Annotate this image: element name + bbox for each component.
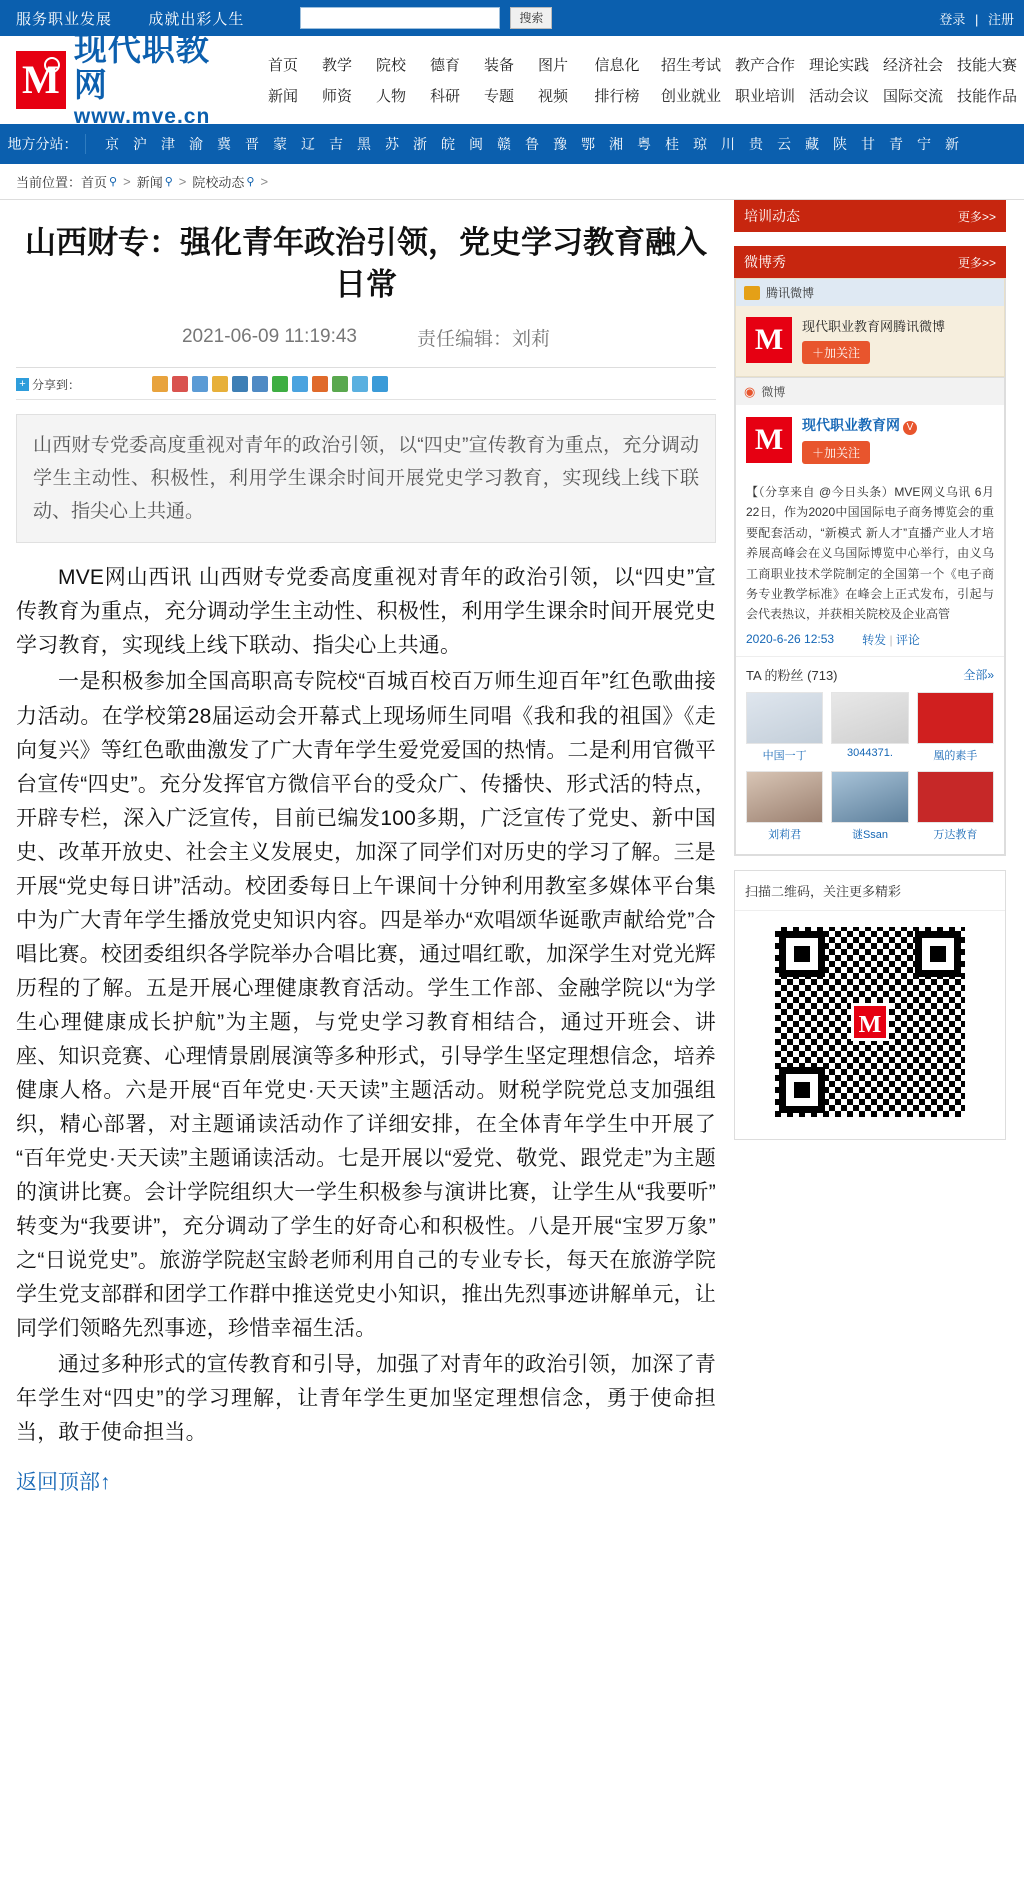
province-link-30[interactable]: 新 xyxy=(945,136,959,152)
nav-item-informatization[interactable]: 信息化 xyxy=(594,57,640,74)
nav-item-video[interactable]: 视频 xyxy=(537,88,568,105)
province-link-17[interactable]: 鄂 xyxy=(581,136,595,152)
tencent-weibo-icon xyxy=(744,286,760,300)
province-link-5[interactable]: 晋 xyxy=(245,136,259,152)
account-divider: | xyxy=(974,11,979,27)
article-summary: 山西财专党委高度重视对青年的政治引领，以“四史”宣传教育为重点，充分调动学生主动性、积极性，利用学生课余时间开展党史学习教育，实现线上线下联动、指尖心上共通。 xyxy=(16,414,716,544)
breadcrumb-item-news[interactable]: 新闻 xyxy=(136,175,163,190)
panel-training-title: 培训动态 xyxy=(744,208,800,224)
nav-item-equipment[interactable]: 装备 xyxy=(483,57,514,74)
top-bar xyxy=(0,0,1024,36)
nav-item-people[interactable]: 人物 xyxy=(375,88,406,105)
editor-label: 责任编辑： xyxy=(417,328,513,350)
share-icon-renren[interactable] xyxy=(152,376,168,392)
fan-name: 万达教育 xyxy=(933,828,978,841)
search-button[interactable]: 搜索 xyxy=(510,7,552,29)
sina-weibo-post-text: 【（分享来自 @今日头条）MVE网义乌讯 6月22日，作为2020中国国际电子商务博览会的重要配套活动，“新模式 新人才”直播产业人才培养展高峰会在义乌国际博览中心举行，由义乌工商职业技术学院制定的全国第一个《电子商务专业教学标准》在峰会上正式发布，引起与会代表热议，并获相关院校及企业高管 xyxy=(746,485,994,622)
nav-item-research[interactable]: 科研 xyxy=(429,88,460,105)
breadcrumb-sep-2: > xyxy=(178,174,187,189)
province-link-13[interactable]: 闽 xyxy=(469,136,483,152)
nav-item-faculty[interactable]: 师资 xyxy=(321,88,352,105)
breadcrumb-prefix: 当前位置： xyxy=(16,175,82,190)
site-slogan xyxy=(16,8,244,29)
breadcrumb-sep-3: > xyxy=(260,174,269,189)
comment-link[interactable]: 评论 xyxy=(895,632,920,647)
fan-name: 凰的素手 xyxy=(933,749,978,762)
nav-item-entrepreneurship[interactable]: 创业就业 xyxy=(660,88,721,105)
qr-center-logo: M xyxy=(851,1003,889,1041)
article-column xyxy=(16,200,716,1496)
fans-header xyxy=(736,656,1004,688)
share-icons xyxy=(152,376,388,392)
sina-weibo-source-row xyxy=(736,378,1004,405)
nav-item-economy-society[interactable]: 经济社会 xyxy=(882,57,943,74)
province-link-22[interactable]: 川 xyxy=(721,136,735,152)
province-link-0[interactable]: 京 xyxy=(105,136,119,152)
province-link-29[interactable]: 宁 xyxy=(917,136,931,152)
tencent-weibo-main xyxy=(736,306,1004,376)
share-icon-tieba[interactable] xyxy=(252,376,268,392)
share-icon-qzone[interactable] xyxy=(212,376,228,392)
province-link-24[interactable]: 云 xyxy=(777,136,791,152)
verified-badge-icon: V xyxy=(903,421,917,435)
panel-weibo-more-link[interactable]: 更多>> xyxy=(957,255,996,270)
qr-finder-top-right xyxy=(915,931,961,977)
panel-weibo-title: 微博秀 xyxy=(744,254,786,270)
nav-item-skills-contest[interactable]: 技能大赛 xyxy=(956,57,1017,74)
sina-weibo-post-footer xyxy=(736,629,1004,656)
nav-item-special[interactable]: 专题 xyxy=(483,88,514,105)
breadcrumb xyxy=(0,164,1024,200)
back-to-top-link[interactable]: 返回顶部↑ xyxy=(16,1470,111,1494)
nav-row-1 xyxy=(256,54,1024,75)
tencent-weibo-name[interactable]: 现代职业教育网腾讯微博 xyxy=(802,319,946,334)
list-item[interactable] xyxy=(917,692,994,763)
nav-item-edu-industry[interactable]: 教产合作 xyxy=(734,57,795,74)
province-link-10[interactable]: 苏 xyxy=(385,136,399,152)
panel-weibo-header xyxy=(734,246,1006,278)
province-link-11[interactable]: 浙 xyxy=(413,136,427,152)
province-link-18[interactable]: 湘 xyxy=(609,136,623,152)
share-icon-qq[interactable] xyxy=(352,376,368,392)
sina-weibo-name[interactable]: 现代职业教育网 xyxy=(802,417,900,433)
list-item[interactable] xyxy=(831,771,908,842)
page-title: 山西财专：强化青年政治引领，党史学习教育融入日常 xyxy=(25,225,707,302)
nav-item-ranking[interactable]: 排行榜 xyxy=(594,88,640,105)
province-link-16[interactable]: 豫 xyxy=(553,136,567,152)
province-link-28[interactable]: 青 xyxy=(889,136,903,152)
nav-item-home[interactable]: 首页 xyxy=(267,57,298,74)
nav-item-skill-works[interactable]: 技能作品 xyxy=(956,88,1017,105)
article-paragraph-3: 通过多种形式的宣传教育和引导，加强了对青年的政治引领，加深了青年学生对“四史”的学习理解，让青年学生更加坚定理想信念，勇于使命担当，敢于使命担当。 xyxy=(16,1352,716,1444)
province-link-19[interactable]: 粤 xyxy=(637,136,651,152)
breadcrumb-marker-icon-2: ⚲ xyxy=(164,176,173,188)
article-paragraph-2: 一是积极参加全国高职高专院校“百城百校百万师生迎百年”红色歌曲接力活动。在学校第28届运动会开幕式上现场师生同唱《我和我的祖国》《走向复兴》等红色歌曲激发了广大青年学生爱党爱国的热情。二是利用官微平台宣传“四史”。充分发挥官方微信平台的受众广、传播快、形式活的特点，开辟专栏，深入广泛宣传，目前已编发100多期，广泛宣传了党史、新中国史、改革开放史、社会主义发展史，加深了同学们对历史的学习了解。三是开展“党史每日讲”活动。校团委每日上午课间十分钟利用教室多媒体平台集中为广大青年学生播放党史知识内容。四是举办“欢唱颂华诞歌声献给党”合唱比赛。校团委组织各学院举办合唱比赛，通过唱红歌，加深学生对党光辉历程的了解。五是开展心理健康教育活动。学生工作部、金融学院以“为学生心理健康成长护航”为主题，与党史学习教育相结合，通过开班会、讲座、知识竞赛、心理情景剧展演等多种形式，引导学生坚定理想信念，培养健康人格。六是开展“百年党史·天天读”主题活动。财税学院党总支加强组织，精心部署，对主题诵读活动作了详细安排，在全体青年学生中开展了“百年党史·天天读”主题诵读活动。七是开展以“爱党、敬党、跟党走”为主题的演讲比赛。会计学院组织大一学生积极参与演讲比赛，让学生从“我要听”转变为“我要讲”，充分调动了学生的好奇心和积极性。八是开展“宝罗万象”之“日说党史”。旅游学院赵宝龄老师利用自己的专业专长，每天在旅游学院学生党支部群和团学工作群中推送党史小知识，推出先烈事迹讲解单元，让同学们领略先烈事迹，珍惜幸福生活。 xyxy=(16,670,716,1340)
breadcrumb-marker-icon-3: ⚲ xyxy=(246,176,255,188)
nav-item-theory-practice[interactable]: 理论实践 xyxy=(808,57,869,74)
panel-training-news xyxy=(734,200,1006,232)
fan-avatar xyxy=(746,692,823,744)
fans-grid xyxy=(736,688,1004,854)
tencent-follow-button[interactable]: ＋加关注 xyxy=(802,341,870,364)
main-nav xyxy=(256,54,1024,106)
province-link-26[interactable]: 陕 xyxy=(833,136,847,152)
province-link-20[interactable]: 桂 xyxy=(665,136,679,152)
fan-name: 中国一丁 xyxy=(762,749,807,762)
sidebar xyxy=(734,200,1006,1496)
site-logo[interactable] xyxy=(16,32,220,128)
logo-mark-icon: M xyxy=(16,51,66,109)
breadcrumb-item-school-news[interactable]: 院校动态 xyxy=(192,175,245,190)
avatar: M xyxy=(746,317,792,363)
logo-url: www.mve.cn xyxy=(73,104,211,128)
province-links xyxy=(98,134,966,154)
qr-title: 扫描二维码，关注更多精彩 xyxy=(735,871,1005,911)
nav-item-teaching[interactable]: 教学 xyxy=(321,57,352,74)
breadcrumb-marker-icon: ⚲ xyxy=(109,176,118,188)
province-link-7[interactable]: 辽 xyxy=(301,136,315,152)
nav-item-vocational-training[interactable]: 职业培训 xyxy=(734,88,795,105)
register-link[interactable]: 注册 xyxy=(987,11,1014,27)
list-item[interactable] xyxy=(831,692,908,763)
nav-item-international[interactable]: 国际交流 xyxy=(882,88,943,105)
fan-name: 3044371. xyxy=(847,746,893,759)
sina-weibo-main xyxy=(736,405,1004,474)
share-icon-more[interactable] xyxy=(372,376,388,392)
fan-avatar xyxy=(831,692,908,744)
share-icon-douban[interactable] xyxy=(192,376,208,392)
sina-weibo-card xyxy=(735,377,1005,855)
panel-training-more-link[interactable]: 更多>> xyxy=(957,209,996,224)
province-link-6[interactable]: 蒙 xyxy=(273,136,287,152)
fan-avatar xyxy=(917,692,994,744)
header-wrapper xyxy=(0,32,1024,164)
logo-chinese-name: 现代职教网 xyxy=(73,32,210,105)
breadcrumb-item-home[interactable]: 首页 xyxy=(81,175,108,190)
province-link-8[interactable]: 吉 xyxy=(329,136,343,152)
sina-weibo-source: 微博 xyxy=(761,385,786,399)
province-bar xyxy=(0,124,1024,164)
nav-item-moral[interactable]: 德育 xyxy=(429,57,460,74)
site-header xyxy=(0,32,1024,128)
list-item[interactable] xyxy=(917,771,994,842)
login-link[interactable]: 登录 xyxy=(939,11,966,27)
fan-name: 刘莉君 xyxy=(768,828,802,841)
share-icon-kaixin[interactable] xyxy=(232,376,248,392)
province-link-25[interactable]: 藏 xyxy=(805,136,819,152)
eye-icon: ◉ xyxy=(744,383,756,399)
article-body xyxy=(16,561,716,1449)
slogan-left: 服务职业发展 xyxy=(16,10,113,28)
tencent-weibo-source: 腾讯微博 xyxy=(766,286,815,300)
nav-item-schools[interactable]: 院校 xyxy=(375,57,406,74)
article-date: 2021-06-09 11:19:43 xyxy=(181,326,357,348)
editor-name: 刘莉 xyxy=(512,328,551,350)
province-link-4[interactable]: 冀 xyxy=(217,136,231,152)
province-link-15[interactable]: 鲁 xyxy=(525,136,539,152)
qr-finder-bottom-left xyxy=(779,1067,825,1113)
province-link-1[interactable]: 沪 xyxy=(133,136,147,152)
fans-title: TA 的粉丝 (713) xyxy=(746,667,838,683)
fan-name: 谜Ssan xyxy=(851,828,889,841)
qr-panel xyxy=(734,870,1006,1140)
action-sep: | xyxy=(889,632,893,647)
share-icon-weibo[interactable] xyxy=(172,376,188,392)
fan-avatar xyxy=(746,771,823,823)
panel-weibo-show xyxy=(734,246,1006,856)
account-links xyxy=(939,9,1014,28)
sina-follow-button[interactable]: ＋加关注 xyxy=(802,441,870,464)
fan-avatar xyxy=(917,771,994,823)
panel-training-header xyxy=(734,200,1006,232)
search-input[interactable] xyxy=(300,7,500,29)
province-link-3[interactable]: 渝 xyxy=(189,136,203,152)
article-editor xyxy=(417,324,550,351)
sina-weibo-info xyxy=(802,415,917,464)
share-icon-tencent-weibo[interactable] xyxy=(292,376,308,392)
avatar: M xyxy=(746,417,792,463)
list-item[interactable] xyxy=(746,692,823,763)
province-link-2[interactable]: 津 xyxy=(161,136,175,152)
nav-item-events[interactable]: 活动会议 xyxy=(808,88,869,105)
article-paragraph-1: MVE网山西讯 山西财专党委高度重视对青年的政治引领，以“四史”宣传教育为重点，充分调动学生主动性、积极性，利用学生课余时间开展党史学习教育，实现线上线下联动、指尖心上共通。 xyxy=(16,566,716,658)
tencent-weibo-source-row xyxy=(736,279,1004,306)
qr-finder-top-left xyxy=(779,931,825,977)
share-plus-icon[interactable]: + xyxy=(16,378,29,391)
tencent-weibo-card xyxy=(735,278,1005,377)
share-icon-msn[interactable] xyxy=(332,376,348,392)
nav-item-news[interactable]: 新闻 xyxy=(267,88,298,105)
breadcrumb-sep-1: > xyxy=(123,174,131,189)
post-time: 2020-6-26 12:53 xyxy=(746,632,835,647)
province-link-14[interactable]: 赣 xyxy=(497,136,511,152)
post-actions xyxy=(862,631,920,648)
province-bar-label: 地方分站： xyxy=(0,134,86,154)
qr-code-icon xyxy=(775,927,965,1117)
province-link-12[interactable]: 皖 xyxy=(441,136,455,152)
share-icon-wechat[interactable] xyxy=(272,376,288,392)
page-content xyxy=(0,200,1024,1526)
province-link-9[interactable]: 黑 xyxy=(357,136,371,152)
fan-avatar xyxy=(831,771,908,823)
province-link-27[interactable]: 甘 xyxy=(861,136,875,152)
nav-item-admissions-exam[interactable]: 招生考试 xyxy=(660,57,721,74)
province-link-23[interactable]: 贵 xyxy=(749,136,763,152)
sina-weibo-name-row xyxy=(802,415,917,435)
tencent-weibo-info xyxy=(802,316,945,364)
nav-row-2 xyxy=(256,85,1024,106)
panel-weibo-body xyxy=(734,278,1006,856)
slogan-right: 成就出彩人生 xyxy=(148,10,245,28)
province-link-21[interactable]: 琼 xyxy=(693,136,707,152)
search-area xyxy=(300,7,552,29)
share-icon-sohu[interactable] xyxy=(312,376,328,392)
share-label: 分享到： xyxy=(32,377,81,392)
logo-text xyxy=(74,32,220,128)
share-bar xyxy=(16,368,716,400)
forward-link[interactable]: 转发 xyxy=(862,632,887,647)
article-meta xyxy=(16,324,716,368)
fans-all-link[interactable]: 全部» xyxy=(963,667,994,682)
list-item[interactable] xyxy=(746,771,823,842)
qr-box xyxy=(735,911,1005,1139)
nav-item-pictures[interactable]: 图片 xyxy=(537,57,568,74)
